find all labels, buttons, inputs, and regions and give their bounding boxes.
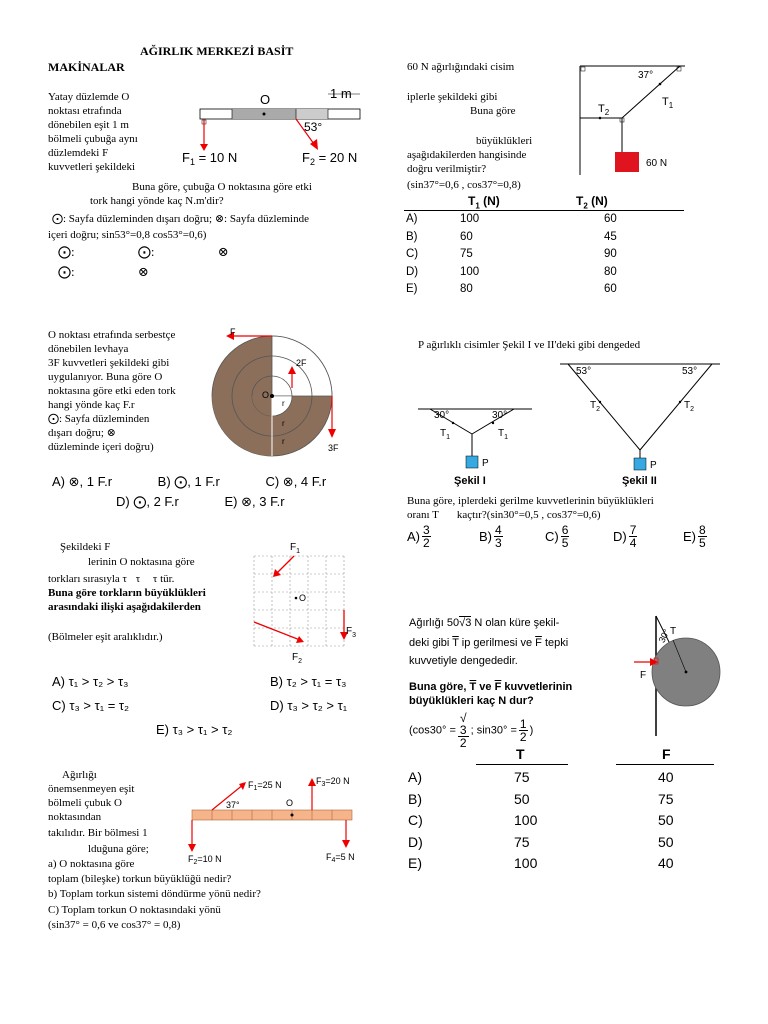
angle-label: 30° bbox=[434, 410, 450, 421]
q3-options-row1 bbox=[52, 474, 326, 490]
out-of-page-icon: ⨀ bbox=[133, 494, 147, 509]
q2-table-body bbox=[404, 211, 684, 299]
option-label: E) bbox=[408, 855, 422, 871]
pivot-label: O bbox=[262, 390, 270, 400]
option-label: D) bbox=[406, 265, 419, 278]
option-a[interactable]: A) ⊗, 1 F.r bbox=[52, 474, 113, 489]
t2-value: 45 bbox=[604, 230, 617, 243]
f2-label: $F_2=10$ N bbox=[188, 854, 222, 866]
q2-table-header bbox=[404, 192, 684, 211]
option-e[interactable]: E) $\frac{8}{5}$ bbox=[683, 523, 706, 550]
angle-label: 30° bbox=[492, 410, 508, 421]
option-label: A) bbox=[406, 213, 418, 225]
q7-line4: noktasından bbox=[48, 811, 102, 823]
t-value: 75 bbox=[514, 833, 530, 850]
angle-label: 37° bbox=[226, 800, 240, 810]
option-label: D) bbox=[408, 833, 423, 850]
table-row[interactable] bbox=[404, 264, 684, 282]
q1-symbol-row1: ⨀: ⨀: ⊗ bbox=[58, 244, 229, 259]
t1-value: 100 bbox=[460, 265, 480, 278]
option-e[interactable]: E) ⊗, 3 F.r bbox=[224, 494, 285, 509]
t-label: T bbox=[670, 626, 677, 637]
pivot-point bbox=[295, 597, 298, 600]
table-row[interactable] bbox=[404, 852, 714, 874]
t1-label: $T_1$ bbox=[498, 428, 509, 441]
rod-segment bbox=[232, 109, 264, 119]
f2-arrow bbox=[254, 622, 300, 640]
f-value: 50 bbox=[658, 812, 674, 828]
pivot-label: O bbox=[260, 92, 271, 107]
q6-figure bbox=[618, 612, 728, 740]
r-label: r bbox=[282, 399, 285, 408]
q1-text-cont1: Buna göre, çubuğa O noktasına göre etki bbox=[132, 181, 312, 193]
q5-option-d[interactable]: D) τ₃ > τ₂ > τ₁ bbox=[270, 698, 348, 713]
q5-bold2: arasındaki ilişki aşağıdakilerden bbox=[48, 601, 201, 613]
option-a[interactable]: A) $\frac{3}{2}$ bbox=[407, 523, 430, 550]
t1-value: 60 bbox=[460, 230, 473, 243]
out-of-page-icon: ⨀ bbox=[174, 474, 188, 489]
q6-line2: deki gibi $\overline{T}$ ip gerilmesi ve $\overline{F}$ tepki bbox=[409, 637, 569, 649]
page-title-line2: MAKİNALAR bbox=[48, 60, 125, 74]
table-row[interactable] bbox=[404, 246, 684, 264]
table-row[interactable] bbox=[404, 281, 684, 299]
weight-label: 60 N bbox=[646, 158, 668, 169]
q5-option-a[interactable]: A) τ₁ > τ₂ > τ₃ bbox=[52, 674, 129, 689]
figure-1-label: Şekil I bbox=[454, 475, 486, 487]
q2-line1: 60 N ağırlığındaki cisim bbox=[407, 61, 515, 73]
t2-value: 90 bbox=[604, 248, 617, 260]
f-value: 40 bbox=[658, 855, 674, 871]
q7-figure bbox=[186, 772, 366, 868]
pivot-point bbox=[270, 394, 274, 398]
t2-label: $T_2$ bbox=[590, 400, 601, 413]
option-c[interactable]: C) $\frac{6}{5}$ bbox=[545, 523, 569, 550]
figure-2-label: Şekil II bbox=[622, 475, 657, 487]
q6-bold2: büyüklükleri kaç N dur? bbox=[409, 695, 534, 707]
q1-legend: ⨀: Sayfa düzleminden dışarı doğru; ⊗: Sayfa düzleminde bbox=[52, 213, 309, 225]
q2-line5: aşağıdakilerden hangisinde bbox=[407, 149, 527, 161]
into-page-icon: ⊗ bbox=[137, 264, 149, 279]
figure-1 bbox=[418, 409, 532, 487]
q2-line4: büyüklükleri bbox=[476, 135, 533, 147]
angle-label: 53° bbox=[682, 366, 698, 377]
table-row[interactable] bbox=[404, 229, 684, 247]
weight-label: P bbox=[482, 458, 489, 469]
t-value: 100 bbox=[514, 855, 538, 871]
out-of-page-icon: ⨀ bbox=[58, 244, 71, 259]
q1-text: Yatay düzlemde O noktası etrafında dönebilen eşit 1 m bölmeli çubuğa aynı düzlemdeki F kuvvetleri şekildeki bbox=[48, 91, 138, 173]
q5-option-e[interactable]: E) τ₃ > τ₁ > τ₂ bbox=[156, 722, 233, 737]
one-m-label: 1 m bbox=[330, 86, 352, 101]
rod-segment bbox=[264, 109, 296, 119]
q6-line3: kuvvetiyle dengededir. bbox=[409, 655, 518, 667]
q4-intro: P ağırlıklı cisimler Şekil I ve II'deki gibi dengeded bbox=[418, 339, 641, 351]
col-header-t: T bbox=[516, 746, 525, 762]
q2-line3: Buna göre bbox=[470, 105, 516, 117]
q5-line1: Şekildeki F bbox=[60, 541, 111, 553]
weight-block bbox=[615, 152, 639, 172]
q2-line6: doğru verilmiştir? bbox=[407, 163, 487, 175]
into-page-icon: ⊗ bbox=[68, 474, 80, 489]
q1-text-cont2: tork hangi yönde kaç N.m'dir? bbox=[90, 195, 224, 207]
option-c[interactable]: C) ⊗, 4 F.r bbox=[265, 474, 327, 489]
q5-option-c[interactable]: C) τ₃ > τ₁ = τ₂ bbox=[52, 698, 130, 713]
table-row[interactable] bbox=[404, 766, 714, 788]
r-label: r bbox=[282, 419, 285, 428]
f3-label: $F_3=20$ N bbox=[316, 776, 350, 788]
into-page-icon: ⊗ bbox=[214, 213, 225, 225]
t1-label: $T_1$ bbox=[662, 96, 674, 110]
q6-trig: (cos30° = √ 3 2 ; sin30° = $\frac{1}{2}$ ) bbox=[409, 711, 534, 750]
col-header-t1: $T_1$ (N) bbox=[468, 194, 500, 211]
option-d[interactable]: D) ⨀, 2 F.r bbox=[116, 494, 179, 509]
q7-trig: (sin37° = 0,6 ve cos37° = 0,8) bbox=[48, 919, 181, 931]
q2-answer-table bbox=[404, 192, 684, 299]
q3-text: O noktası etrafında serbestçe dönebilen levhaya 3F kuvvetleri şekildeki gibi uygulanıyor. Buna göre O noktasına göre etki eden tork hangi yönde kaç F.r ⨀: Sayfa düzleminden dışarı doğru; ⊗ düzleminde içeri doğru) bbox=[48, 329, 176, 453]
f-label: F bbox=[230, 327, 236, 337]
q7-qa: a) O noktasına göre bbox=[48, 858, 135, 870]
q2-line2: iplerle şekildeki gibi bbox=[407, 91, 498, 103]
t-value: 75 bbox=[514, 769, 530, 785]
t2-value: 60 bbox=[604, 283, 617, 295]
q5-note: (Bölmeler eşit aralıklıdır.) bbox=[48, 631, 163, 643]
angle-label: 37° bbox=[638, 70, 654, 81]
angle-label: 53° bbox=[576, 366, 592, 377]
q5-line2: lerinin O noktasına göre bbox=[88, 556, 195, 568]
option-label: A) bbox=[408, 769, 422, 785]
q3-options-row2 bbox=[116, 494, 285, 510]
option-label: B) bbox=[406, 230, 418, 243]
out-of-page-icon: ⨀ bbox=[52, 213, 63, 225]
figure-2 bbox=[560, 364, 720, 487]
q6-table-header bbox=[404, 744, 714, 766]
q7-qa2: toplam (bileşke) torkun büyüklüğü nedir? bbox=[48, 873, 232, 885]
pivot-point bbox=[263, 113, 266, 116]
f3-label: $F_3$ bbox=[346, 626, 357, 639]
col-header-t2: $T_2$ (N) bbox=[576, 194, 608, 211]
option-b[interactable]: B) ⨀, 1 F.r bbox=[157, 474, 220, 489]
t2-label: $T_2$ bbox=[598, 103, 610, 117]
f1-label: $F_1=25$ N bbox=[248, 780, 282, 792]
option-d[interactable]: D) $\frac{7}{4}$ bbox=[613, 523, 637, 550]
q4-options bbox=[407, 524, 727, 552]
t-value: 50 bbox=[514, 790, 530, 807]
q6-table-body bbox=[404, 766, 714, 874]
q3-figure bbox=[210, 326, 370, 461]
q6-bold1: Buna göre, $\overline{T}$ ve $\overline{F}$ kuvvetlerinin bbox=[409, 681, 573, 693]
option-b[interactable]: B) $\frac{4}{3}$ bbox=[479, 523, 502, 550]
t1-value: 75 bbox=[460, 248, 473, 260]
table-row[interactable] bbox=[404, 809, 714, 831]
weight-label: P bbox=[650, 460, 657, 471]
pivot-point bbox=[291, 814, 294, 817]
pivot-label: O bbox=[299, 593, 307, 603]
option-label: B) bbox=[408, 790, 422, 807]
q7-qb: b) Toplam torkun sistemi döndürme yönü nedir? bbox=[48, 888, 261, 900]
r-label: r bbox=[282, 437, 285, 446]
f2-label: $F_2$ bbox=[292, 652, 303, 665]
q1-legend-line2: içeri doğru; sin53°=0,8 cos53°=0,6) bbox=[48, 229, 207, 241]
q4-text2: oranı T kaçtır?(sin30°=0,5 , cos37°=0,6) bbox=[407, 509, 601, 521]
option-label: C) bbox=[408, 812, 423, 828]
q7-line6: lduğuna göre; bbox=[88, 843, 149, 855]
f-value: 50 bbox=[658, 833, 674, 850]
weight-block bbox=[466, 456, 478, 468]
into-page-icon: ⊗ bbox=[282, 474, 294, 489]
q7-line2: önemsenmeyen eşit bbox=[48, 783, 135, 795]
col-header-f: F bbox=[662, 746, 671, 762]
t2-label: $T_2$ bbox=[684, 400, 695, 413]
t2-value: 60 bbox=[604, 213, 617, 225]
into-page-icon: ⊗ bbox=[217, 244, 229, 259]
weight-block bbox=[634, 458, 646, 470]
q6-line1: Ağırlığı 50√3 N olan küre şekil- bbox=[409, 617, 560, 629]
q4-text1: Buna göre, iplerdeki gerilme kuvvetlerinin büyüklükleri bbox=[407, 495, 654, 507]
table-row[interactable] bbox=[404, 788, 714, 810]
t1-value: 80 bbox=[460, 283, 473, 295]
out-of-page-icon: ⨀ bbox=[58, 264, 71, 279]
angle-label: 30° bbox=[656, 627, 672, 645]
q6-answer-table bbox=[404, 744, 714, 874]
q7-qc: C) Toplam torkun O noktasındaki yönü bbox=[48, 904, 221, 916]
option-label: E) bbox=[406, 283, 418, 295]
f-label: F bbox=[640, 670, 647, 681]
f-value: 40 bbox=[658, 769, 674, 785]
q1-symbol-row2: ⨀: ⊗ bbox=[58, 264, 149, 279]
q7-line1: Ağırlığı bbox=[62, 769, 97, 781]
table-row[interactable] bbox=[404, 211, 684, 229]
f4-label: $F_4=5$ N bbox=[326, 852, 355, 864]
option-label: C) bbox=[406, 248, 419, 260]
angle-label: 53° bbox=[304, 120, 323, 134]
pivot-label: O bbox=[286, 798, 294, 808]
page-title: AĞIRLIK MERKEZİ BASİT bbox=[140, 44, 294, 58]
f2-label: 2F bbox=[296, 358, 307, 368]
f-value: 75 bbox=[658, 790, 674, 807]
q5-figure bbox=[246, 538, 376, 666]
q2-line7: (sin37°=0,6 , cos37°=0,8) bbox=[407, 179, 521, 191]
t-value: 100 bbox=[514, 812, 538, 828]
into-page-icon: ⊗ bbox=[241, 494, 253, 509]
f2-label: $F_2 = 20$ N bbox=[302, 150, 358, 167]
out-of-page-icon: ⨀ bbox=[137, 244, 151, 259]
q5-option-b[interactable]: B) τ₂ > τ₁ = τ₃ bbox=[270, 674, 347, 689]
rod-segment bbox=[296, 109, 328, 119]
q5-line3: torkları sırasıyla τ τ τ tür. bbox=[48, 573, 175, 585]
f1-label: $F_1 = 10$ N bbox=[182, 150, 238, 167]
f1-label: $F_1$ bbox=[290, 542, 301, 555]
q1-figure bbox=[180, 84, 380, 174]
t1-label: $T_1$ bbox=[440, 428, 451, 441]
out-of-page-icon: ⨀ bbox=[48, 413, 59, 425]
q7-line5: takılıdır. Bir bölmesi 1 bbox=[48, 827, 148, 839]
t1-value: 100 bbox=[460, 213, 480, 225]
into-page-icon: ⊗ bbox=[106, 427, 116, 439]
t2-value: 80 bbox=[604, 265, 617, 278]
q2-figure bbox=[570, 60, 690, 178]
table-row[interactable] bbox=[404, 831, 714, 853]
f3-label: 3F bbox=[328, 443, 339, 453]
f1-arrow bbox=[276, 556, 294, 574]
q7-line3: bölmeli çubuk O bbox=[48, 797, 122, 809]
q4-figures bbox=[410, 352, 730, 492]
q5-bold1: Buna göre torkların büyüklükleri bbox=[48, 587, 206, 599]
